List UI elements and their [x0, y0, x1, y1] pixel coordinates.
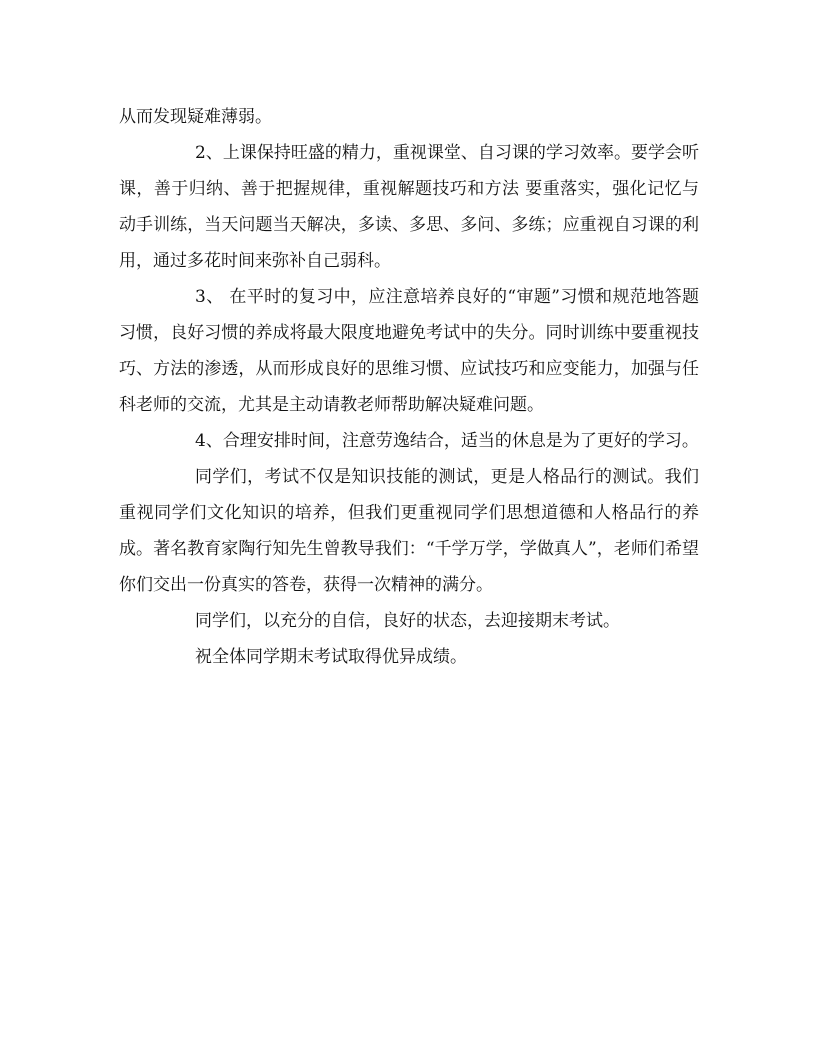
paragraph-confidence: 同学们，以充分的自信，良好的状态，去迎接期末考试。 [195, 611, 620, 631]
paragraph-wishes: 祝全体同学期末考试取得优异成绩。 [195, 647, 467, 667]
document-body [119, 99, 699, 675]
paragraph-item-2: 2、上课保持旺盛的精力，重视课堂、自习课的学习效率。要学会听课，善于归纳、善于把握规律，重视解题技巧和方法 要重落实，强化记忆与动手训练，当天问题当天解决，多读、多思、多问、多练；应重视自习课的利用，通过多花时间来弥补自己弱科。 [119, 143, 699, 271]
paragraph-exam-character: 同学们，考试不仅是知识技能的测试，更是人格品行的测试。我们重视同学们文化知识的培养，但我们更重视同学们思想道德和人格品行的养成。著名教育家陶行知先生曾教导我们：“千学万学，学做真人”，老师们希望你们交出一份真实的答卷，获得一次精神的满分。 [119, 467, 699, 595]
paragraph-continuation: 从而发现疑难薄弱。 [119, 107, 272, 127]
paragraph-item-3: 3、 在平时的复习中，应注意培养良好的“审题”习惯和规范地答题习惯，良好习惯的养成将最大限度地避免考试中的失分。同时训练中要重视技巧、方法的渗透，从而形成良好的思维习惯、应试技巧和应变能力，加强与任科老师的交流，尤其是主动请教老师帮助解决疑难问题。 [119, 287, 699, 415]
paragraph-item-4: 4、合理安排时间，注意劳逸结合，适当的休息是为了更好的学习。 [195, 431, 699, 451]
